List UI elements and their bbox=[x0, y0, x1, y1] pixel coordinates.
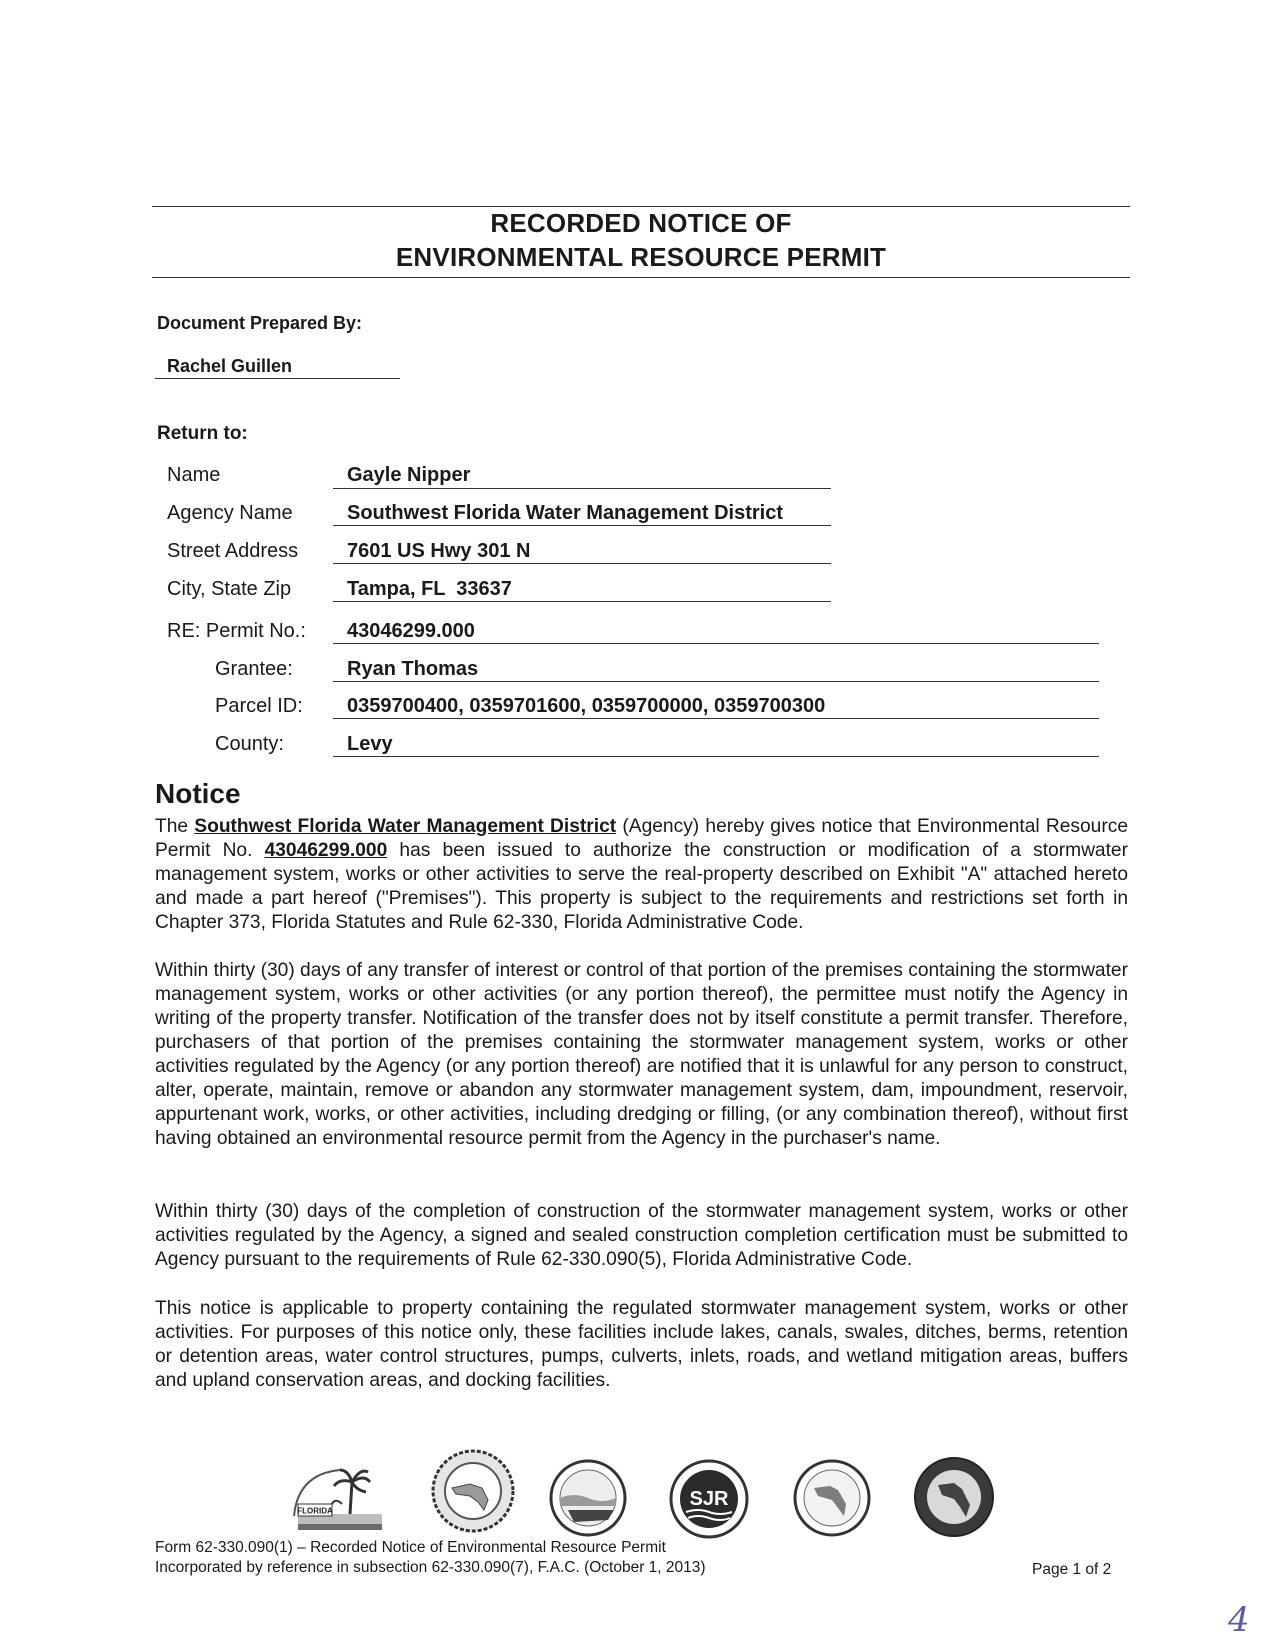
agency-name-inline: Southwest Florida Water Management District bbox=[194, 816, 617, 837]
p1-the: The bbox=[155, 816, 195, 837]
county-label: County: bbox=[215, 733, 284, 755]
page-number: Page 1 of 2 bbox=[1032, 1561, 1112, 1578]
permit-number-inline: 43046299.000 bbox=[264, 840, 388, 861]
sjr-seal-text: SJR bbox=[689, 1488, 729, 1510]
parcel-id-label: Parcel ID: bbox=[215, 695, 303, 717]
prepared-by-name: Rachel Guillen bbox=[167, 356, 293, 376]
parcel-id-value: 0359700400, 0359701600, 0359700000, 0359700300 bbox=[347, 695, 826, 717]
return-to-label: Return to: bbox=[157, 423, 248, 444]
notice-heading: Notice bbox=[155, 778, 241, 809]
street-address-underline bbox=[333, 563, 831, 564]
county-underline bbox=[333, 756, 1099, 757]
agency-name-value: Southwest Florida Water Management District bbox=[347, 502, 783, 524]
header-bottom-rule bbox=[152, 277, 1130, 278]
street-address-label: Street Address bbox=[167, 540, 299, 562]
south-florida-seal-icon bbox=[912, 1455, 996, 1539]
permit-no-value: 43046299.000 bbox=[347, 620, 475, 642]
p1-part-a: (Agency) hereby gives notice that Environmental Resource Permit No. bbox=[155, 816, 1128, 861]
fdep-seal-text: FLORIDA bbox=[297, 1506, 333, 1516]
notice-paragraph-4: This notice is applicable to property containing the regulated stormwater management system, works or other activities. For purposes of this notice only, these facilities include lakes, canals, swales, ditches, berms, retention or detention areas, water control structures, pumps, culverts, inlets, roads, and wetland mitigation areas, buffers and upland conservation areas, and docking facilities. bbox=[155, 1298, 1128, 1391]
grantee-label: Grantee: bbox=[215, 658, 293, 680]
name-label: Name bbox=[167, 464, 221, 486]
notice-paragraph-2: Within thirty (30) days of any transfer of interest or control of that portion of the premises containing the stormwater management system, works or other activities (or any portion thereof), the permittee must notify the Agency in writing of the property transfer. Notification of the transfer does not by itself constitute a permit transfer. Therefore, purchasers of that portion of the premises containing the stormwater management system, works or other activities regulated by the Agency (or any portion thereof) are notified that it is unlawful for any person to construct, alter, operate, maintain, remove or abandon any stormwater management system, dam, impoundment, reservoir, appurtenant work, works, or other activities, including dredging or filling, (or any combination thereof), without first having obtained an environmental resource permit from the Agency in the purchaser's name. bbox=[155, 960, 1128, 1149]
parcel-id-underline bbox=[333, 718, 1099, 719]
southwest-florida-seal-icon bbox=[792, 1458, 872, 1538]
permit-no-label: RE: Permit No.: bbox=[167, 620, 306, 642]
form-reference-line: Form 62-330.090(1) – Recorded Notice of Environmental Resource Permit bbox=[155, 1539, 666, 1556]
city-state-zip-label: City, State Zip bbox=[167, 578, 292, 600]
grantee-value: Ryan Thomas bbox=[347, 658, 479, 680]
agency-name-underline bbox=[333, 525, 831, 526]
county-value: Levy bbox=[347, 733, 393, 755]
handwritten-page-mark: 4 bbox=[1228, 1600, 1250, 1640]
city-state-zip-underline bbox=[333, 601, 831, 602]
notice-paragraph-3: Within thirty (30) days of the completion of construction of the stormwater management system, works or other activities regulated by the Agency, a signed and sealed construction completion certification must be submitted to Agency pursuant to the requirements of Rule 62-330.090(5), Florida Administrative Code. bbox=[155, 1201, 1128, 1270]
name-underline bbox=[333, 488, 831, 489]
title-line-2: ENVIRONMENTAL RESOURCE PERMIT bbox=[395, 242, 887, 272]
grantee-underline bbox=[333, 681, 1099, 682]
prepared-by-label: Document Prepared By: bbox=[157, 313, 363, 333]
st-johns-river-seal-icon bbox=[668, 1458, 750, 1540]
fdep-seal-icon bbox=[290, 1460, 390, 1532]
permit-no-underline bbox=[333, 643, 1099, 644]
name-value: Gayle Nipper bbox=[347, 464, 471, 486]
title-line-1: RECORDED NOTICE OF bbox=[490, 208, 792, 238]
incorporated-by-reference-line: Incorporated by reference in subsection 62-330.090(7), F.A.C. (October 1, 2013) bbox=[155, 1559, 706, 1576]
notice-paragraph-1 bbox=[155, 815, 1128, 935]
suwannee-river-seal-icon bbox=[548, 1458, 628, 1538]
street-address-value: 7601 US Hwy 301 N bbox=[347, 540, 531, 562]
northwest-florida-seal-icon bbox=[430, 1448, 516, 1534]
header-top-rule bbox=[152, 206, 1130, 207]
prepared-by-underline bbox=[155, 378, 400, 379]
p1-part-b: has been issued to authorize the construction or modification of a stormwater management system, works or other activities to serve the real-property described on Exhibit "A" attached hereto and made a part hereof ("Premises"). This property is subject to the requirements and restrictions set forth in Chapter 373, Florida Statutes and Rule 62-330, Florida Administrative Code. bbox=[155, 840, 1128, 933]
city-state-zip-value: Tampa, FL 33637 bbox=[347, 578, 512, 600]
agency-name-label: Agency Name bbox=[167, 502, 293, 524]
